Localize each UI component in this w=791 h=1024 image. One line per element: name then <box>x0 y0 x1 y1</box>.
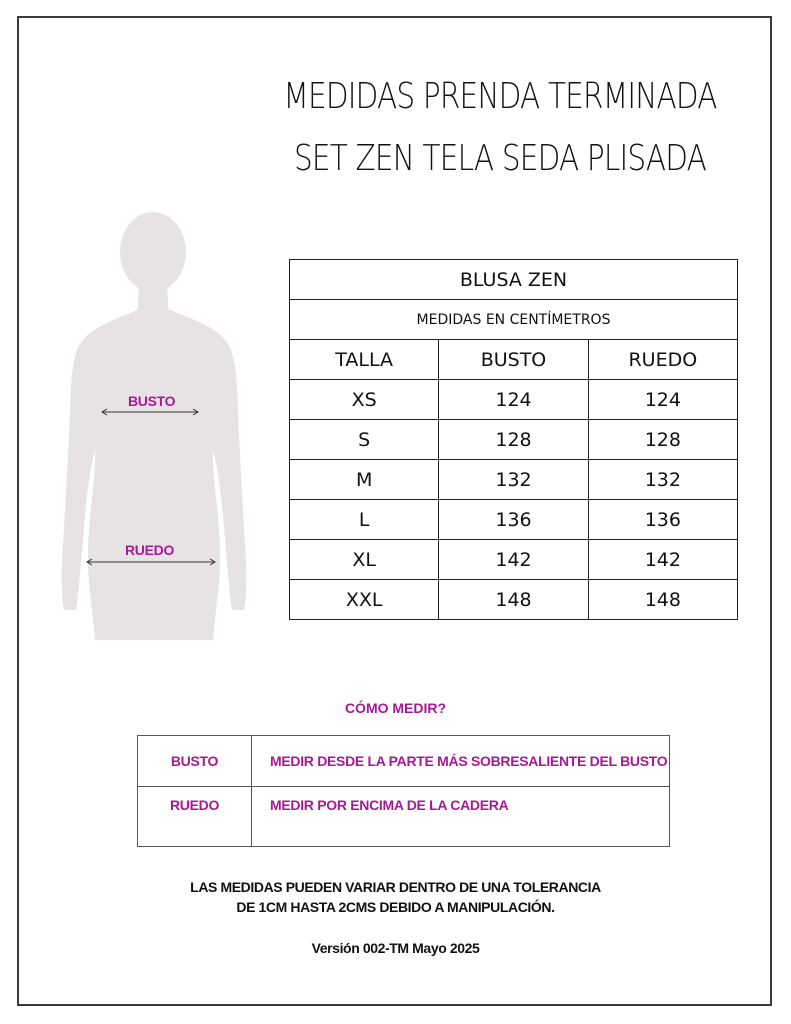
size-cell: XL <box>290 540 439 580</box>
version-info: Versión 002-TM Mayo 2025 <box>311 940 480 956</box>
how-to-value-bust: MEDIR DESDE LA PARTE MÁS SOBRESALIENTE DEL BUSTO <box>252 736 670 787</box>
how-to-value-hem: MEDIR POR ENCIMA DE LA CADERA <box>252 787 670 847</box>
table-subtitle-row <box>290 300 738 340</box>
hem-cell: 142 <box>588 540 737 580</box>
table-row <box>290 420 738 460</box>
header-busto: BUSTO <box>439 340 588 380</box>
how-to-row <box>138 787 670 847</box>
size-table <box>289 259 738 620</box>
bust-label: BUSTO <box>128 393 176 409</box>
how-to-measure-table <box>137 735 670 847</box>
page-title-line-1: MEDIDAS PRENDA TERMINADA <box>283 76 717 117</box>
table-row <box>290 460 738 500</box>
size-cell: L <box>290 500 439 540</box>
table-title-row <box>290 260 738 300</box>
bust-cell: 124 <box>439 380 588 420</box>
hem-cell: 148 <box>588 580 737 620</box>
bust-cell: 136 <box>439 500 588 540</box>
size-cell: S <box>290 420 439 460</box>
hem-cell: 124 <box>588 380 737 420</box>
hem-label: RUEDO <box>125 542 175 558</box>
header-talla: TALLA <box>290 340 439 380</box>
bust-cell: 132 <box>439 460 588 500</box>
tolerance-note-line-2: DE 1CM HASTA 2CMS DEBIDO A MANIPULACIÓN. <box>236 899 555 915</box>
page-title-line-2: SET ZEN TELA SEDA PLISADA <box>293 138 707 179</box>
bust-cell: 142 <box>439 540 588 580</box>
bust-cell: 148 <box>439 580 588 620</box>
hem-cell: 132 <box>588 460 737 500</box>
table-row <box>290 380 738 420</box>
how-to-measure-title: CÓMO MEDIR? <box>344 700 447 716</box>
table-row <box>290 500 738 540</box>
how-to-key-hem: RUEDO <box>138 787 252 847</box>
table-title: BLUSA ZEN <box>290 260 738 300</box>
how-to-row <box>138 736 670 787</box>
size-cell: XS <box>290 380 439 420</box>
how-to-key-bust: BUSTO <box>138 736 252 787</box>
size-cell: M <box>290 460 439 500</box>
table-subtitle: MEDIDAS EN CENTÍMETROS <box>290 300 738 340</box>
tolerance-note-line-1: LAS MEDIDAS PUEDEN VARIAR DENTRO DE UNA TOLERANCIA <box>190 879 601 895</box>
hem-cell: 128 <box>588 420 737 460</box>
hem-cell: 136 <box>588 500 737 540</box>
size-cell: XXL <box>290 580 439 620</box>
table-row <box>290 540 738 580</box>
header-ruedo: RUEDO <box>588 340 737 380</box>
table-header-row <box>290 340 738 380</box>
bust-cell: 128 <box>439 420 588 460</box>
table-row <box>290 580 738 620</box>
body-silhouette <box>55 210 270 650</box>
